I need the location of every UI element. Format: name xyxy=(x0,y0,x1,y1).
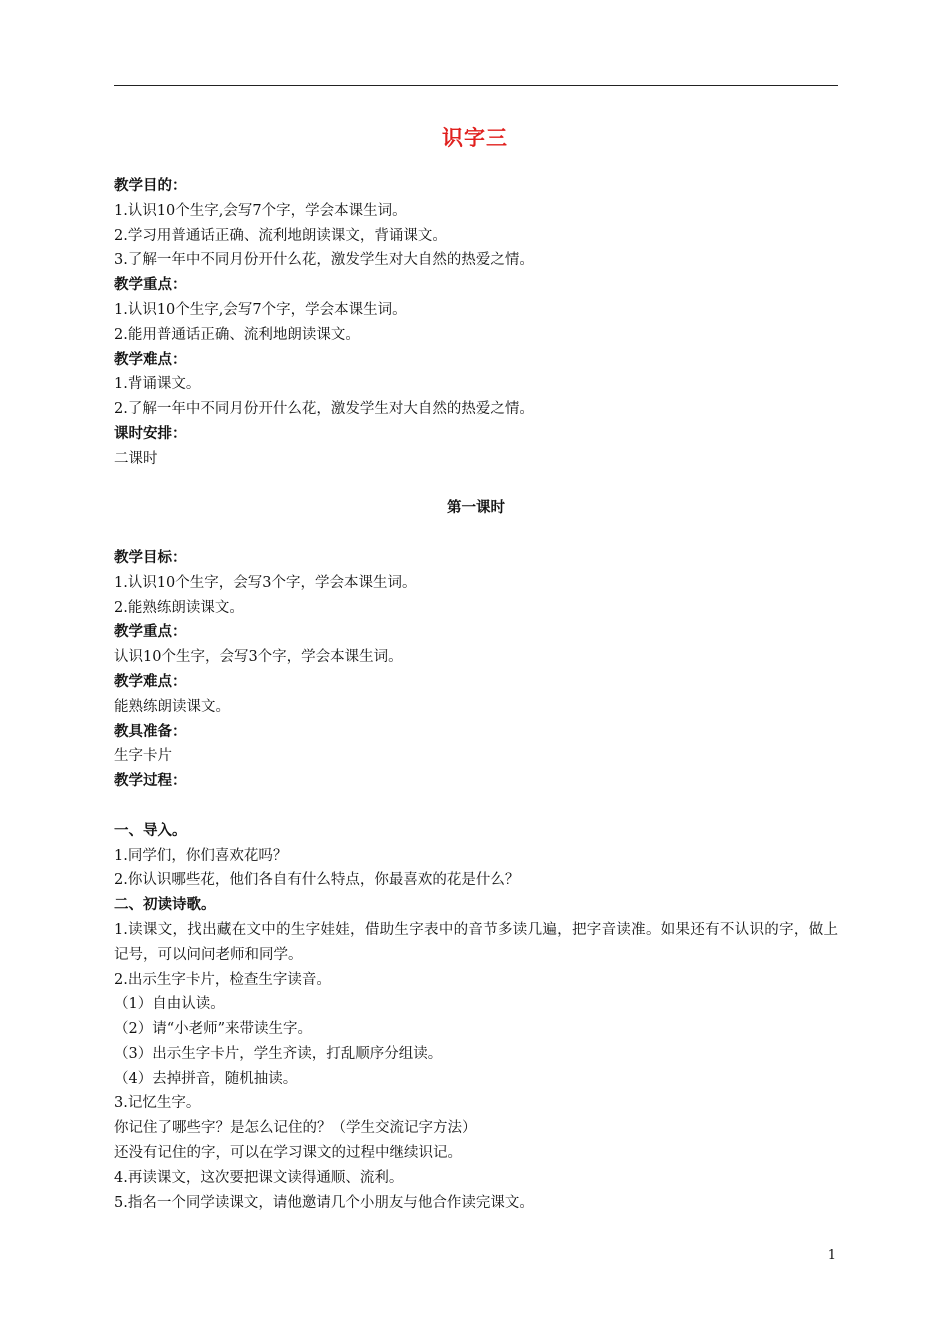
section-line: 1.认识10个生字,会写7个字，学会本课生词。 xyxy=(114,301,407,318)
document-body xyxy=(114,174,838,1215)
section-heading: 教学难点： xyxy=(114,673,187,690)
page-number: 1 xyxy=(827,1248,836,1263)
section-line: 能熟练朗读课文。 xyxy=(114,698,230,715)
section-line: 2.学习用普通话正确、流利地朗读课文，背诵课文。 xyxy=(114,227,447,244)
section-line: 2.了解一年中不同月份开什么花，激发学生对大自然的热爱之情。 xyxy=(114,401,534,418)
section-line: 认识10个生字，会写3个字，学会本课生词。 xyxy=(114,649,403,666)
section-line: 你记住了哪些字？是怎么记住的？（学生交流记字方法） xyxy=(114,1120,477,1137)
section-line: 4.再读课文，这次要把课文读得通顺、流利。 xyxy=(114,1169,404,1186)
section-line: 1.同学们，你们喜欢花吗？ xyxy=(114,847,288,864)
process-sections xyxy=(114,819,838,1216)
header-rule xyxy=(114,85,838,86)
section-line: 3.了解一年中不同月份开什么花，激发学生对大自然的热爱之情。 xyxy=(114,252,534,269)
section-line: 1.背诵课文。 xyxy=(114,376,201,393)
section-heading: 教学目的： xyxy=(114,178,187,194)
section-line: 3.记忆生字。 xyxy=(114,1095,201,1112)
overview-sections xyxy=(114,174,838,472)
section-heading: 教学重点： xyxy=(114,624,187,641)
section-heading: 教学目标： xyxy=(114,549,187,566)
section-line: 2.你认识哪些花，他们各自有什么特点，你最喜欢的花是什么？ xyxy=(114,872,520,889)
lesson-sections xyxy=(114,546,838,794)
section-line: （1）自由认读。 xyxy=(114,996,225,1013)
section-line: （4）去掉拼音，随机抽读。 xyxy=(114,1070,298,1087)
section-line: 2.能熟练朗读课文。 xyxy=(114,599,244,616)
section-line: 5.指名一个同学读课文，请他邀请几个小朋友与他合作读完课文。 xyxy=(114,1194,534,1211)
section-line: 生字卡片 xyxy=(114,748,172,765)
document-title: 识字三 xyxy=(442,126,508,150)
section-line: 二课时 xyxy=(114,450,158,467)
section-line: 2.出示生字卡片，检查生字读音。 xyxy=(114,971,331,988)
section-heading: 二、初读诗歌。 xyxy=(114,897,216,914)
lesson-title: 第一课时 xyxy=(447,500,505,517)
section-line: 1.认识10个生字，会写3个字，学会本课生词。 xyxy=(114,574,417,591)
section-line: （2）请“小老师”来带读生字。 xyxy=(114,1021,313,1038)
section-heading: 教学难点： xyxy=(114,351,187,368)
section-line: 1.读课文，找出藏在文中的生字娃娃，借助生字表中的音节多读几遍，把字音读准。如果还有不认识的字，做上记号，可以问问老师和同学。 xyxy=(114,921,838,963)
section-line: 2.能用普通话正确、流利地朗读课文。 xyxy=(114,326,360,343)
section-line: 1.认识10个生字,会写7个字，学会本课生词。 xyxy=(114,202,407,219)
section-heading: 一、导入。 xyxy=(114,822,187,839)
section-heading: 教学重点： xyxy=(114,277,187,294)
section-heading: 教具准备： xyxy=(114,723,187,740)
section-heading: 课时安排： xyxy=(114,425,187,442)
section-line: 还没有记住的字，可以在学习课文的过程中继续识记。 xyxy=(114,1145,462,1162)
section-heading: 教学过程： xyxy=(114,773,187,790)
section-line: （3）出示生字卡片，学生齐读，打乱顺序分组读。 xyxy=(114,1045,443,1062)
